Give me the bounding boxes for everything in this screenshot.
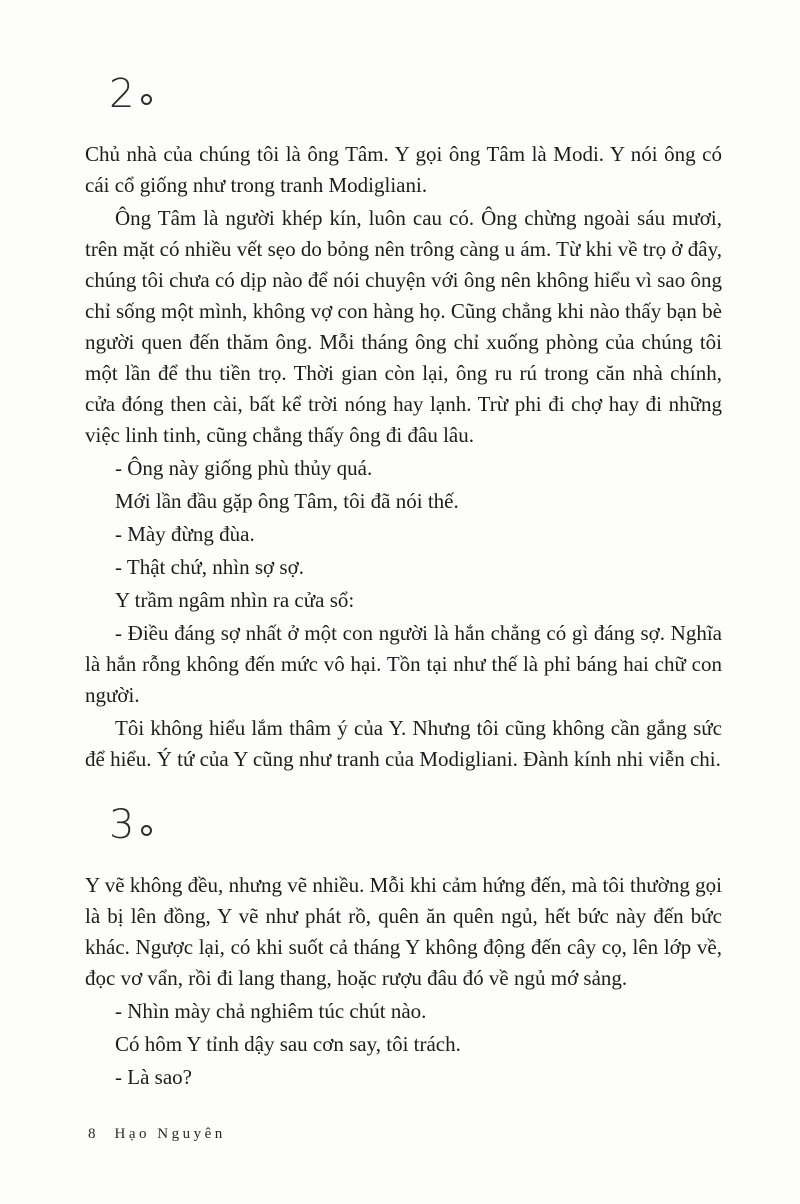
section-2: [85, 70, 722, 775]
section-3-heading: [85, 801, 722, 849]
paragraph: Chủ nhà của chúng tôi là ông Tâm. Y gọi ông Tâm là Modi. Y nói ông có cái cổ giống như trong tranh Modigliani.: [85, 142, 722, 197]
paragraph: Tôi không hiểu lắm thâm ý của Y. Nhưng tôi cũng không cần gắng sức để hiểu. Ý tứ của Y cũng như tranh của Modigliani. Đành kính nhi viễn chi.: [85, 716, 722, 771]
section-2-number: 2: [109, 71, 136, 117]
page-footer: [88, 1126, 226, 1143]
dialogue-line: - Mày đừng đùa.: [115, 522, 255, 546]
dialogue-line: - Thật chứ, nhìn sợ sợ.: [115, 555, 304, 579]
page-number: 8: [88, 1126, 97, 1142]
paragraph: Y vẽ không đều, nhưng vẽ nhiều. Mỗi khi cảm hứng đến, mà tôi thường gọi là bị lên đồng, Y vẽ như phát rồ, quên ăn quên ngủ, hết bức này đến bức khác. Ngược lại, có khi suốt cả tháng Y không động đến cây cọ, lên lớp về, đọc vơ vẩn, rồi đi lang thang, hoặc rượu đâu đó về ngủ mớ sảng.: [85, 873, 722, 990]
paragraph: Ông Tâm là người khép kín, luôn cau có. Ông chừng ngoài sáu mươi, trên mặt có nhiều vết sẹo do bỏng nên trông càng u ám. Từ khi về trọ ở đây, chúng tôi chưa có dịp nào để nói chuyện với ông nên không hiểu vì sao ông chỉ sống một mình, không vợ con hàng họ. Cũng chẳng khi nào thấy bạn bè người quen đến thăm ông. Mỗi tháng ông chỉ xuống phòng của chúng tôi một lần để thu tiền trọ. Thời gian còn lại, ông ru rú trong căn nhà chính, cửa đóng then cài, bất kể trời nóng hay lạnh. Trừ phi đi chợ hay đi những việc linh tinh, cũng chẳng thấy ông đi đâu lâu.: [85, 206, 722, 447]
section-3: [85, 801, 722, 1093]
dialogue-line: - Nhìn mày chả nghiêm túc chút nào.: [115, 999, 427, 1023]
section-3-number: 3: [109, 802, 136, 848]
author-name: Hạo Nguyên: [114, 1126, 226, 1142]
heading-period-circle: [141, 94, 152, 105]
paragraph: Mới lần đầu gặp ông Tâm, tôi đã nói thế.: [115, 489, 459, 513]
paragraph: Y trầm ngâm nhìn ra cửa sổ:: [115, 588, 355, 612]
section-2-heading: [85, 70, 722, 118]
dialogue-line: - Là sao?: [115, 1065, 192, 1089]
dialogue-line: - Điều đáng sợ nhất ở một con người là hắn chẳng có gì đáng sợ. Nghĩa là hắn rỗng không đến mức vô hại. Tồn tại như thế là phỉ báng hai chữ con người.: [85, 621, 722, 707]
dialogue-line: - Ông này giống phù thủy quá.: [115, 456, 373, 480]
heading-period-circle: [141, 825, 152, 836]
paragraph: Có hôm Y tỉnh dậy sau cơn say, tôi trách.: [115, 1032, 461, 1056]
